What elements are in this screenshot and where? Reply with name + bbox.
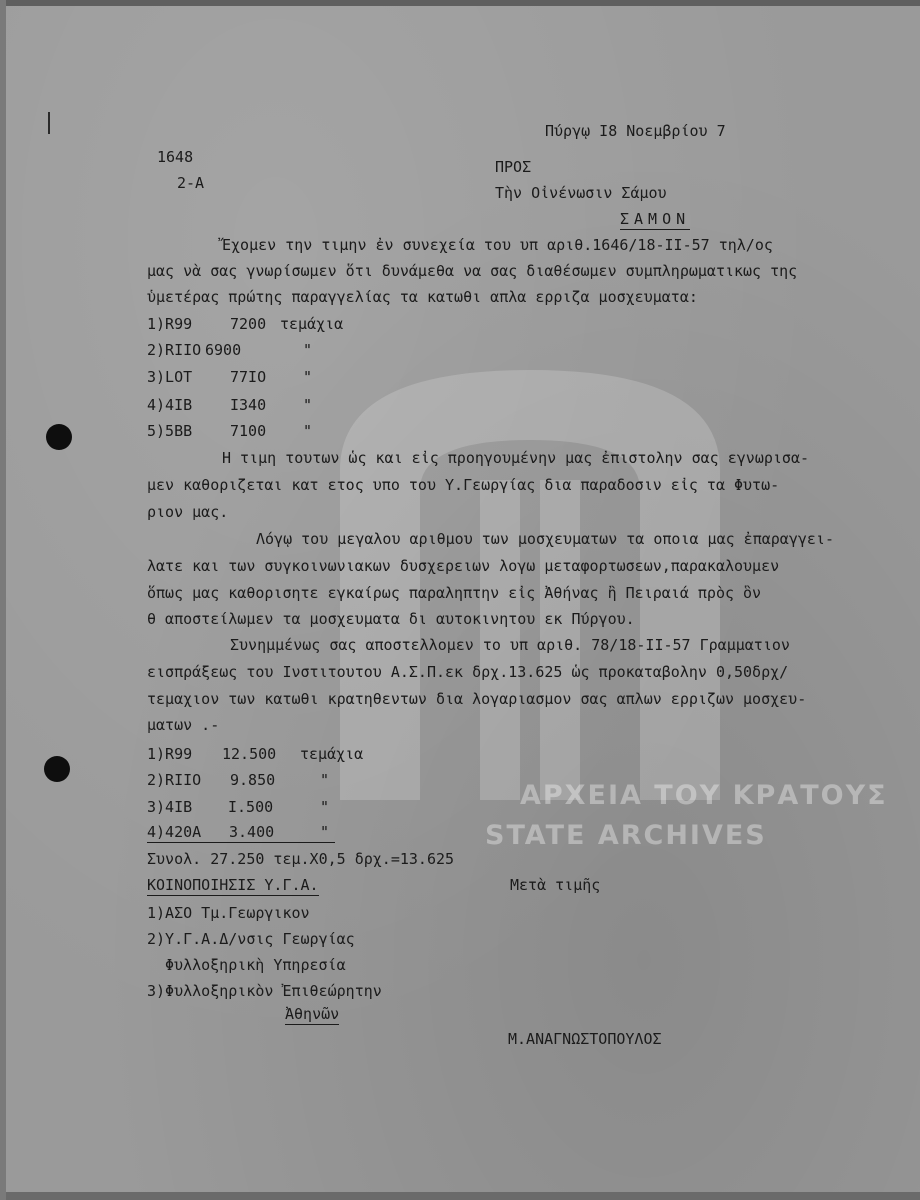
cc-title: ΚΟΙΝΟΠΟΙΗΣΙΣ Υ.Γ.Α. [147,876,319,894]
reference-number: 1648 [157,148,194,166]
list1-unit: " [303,396,313,414]
list1-unit: " [303,368,313,386]
recipient-city: ΣΑΜΟΝ [620,210,691,228]
list2-unit: τεμάχια [300,745,364,763]
para1-line: ὑμετέρας πρώτης παραγγελίας τα κατωθι απλα ερριζα μοσχευματα: [147,288,698,306]
para1-line: Ἔχομεν την τιμην ἐν συνεχεία του υπ αριθ.1646/18-ΙΙ-57 τηλ/ος [222,236,773,254]
list2-item: 1)R99 [147,745,193,763]
place-date: Πύργῳ Ι8 Νοεμβρίου 7 [545,122,726,140]
list1-item: 2)RIIO [147,341,202,359]
cc-item: 1)ΑΣΟ Τμ.Γεωργικον [147,904,310,922]
list2-unit: " [320,771,330,789]
list2-unit: " [320,798,330,816]
list1-qty: 7100 [230,422,267,440]
list1-qty: 7200 [230,315,267,333]
list1-item: 4)4IB [147,396,193,414]
to-label: ΠΡΟΣ [495,158,532,176]
para1-line: μας νὰ σας γνωρίσωμεν ὅτι δυνάμεθα να σας διαθέσωμεν συμπληρωματικως της [147,262,798,280]
scan-edge-top [0,0,920,6]
list1-qty: 6900 [205,341,242,359]
list1-unit: τεμάχια [280,315,344,333]
list2-item: 2)RIIO [147,771,202,789]
list2-qty: 3.400 [229,823,275,841]
cc-item: Φυλλοξηρικὴ Υπηρεσία [165,956,346,974]
para3-line: ὅπως μας καθορισητε εγκαίρως παραληπτην εἰς Ἀθήνας ἢ Πειραιά πρὸς ὃν [147,584,762,602]
punch-hole-icon [44,756,70,782]
watermark-text-greek: ΑΡΧΕΙΑ ΤΟΥ ΚΡΑΤΟΥΣ [520,780,888,811]
punch-hole-icon [46,424,72,450]
list2-qty: 12.500 [222,745,277,763]
list1-qty: I340 [230,396,267,414]
para2-line: Η τιμη τουτων ὡς και εἰς προηγουμένην μας ἐπιστολην σας εγνωρισα- [222,449,809,467]
list1-qty: 77IO [230,368,267,386]
list1-item: 3)LOT [147,368,193,386]
para4-line: τεμαχιον των κατωθι κρατηθεντων δια λογαριασμον σας απλων ερριζων μοσχευ- [147,690,807,708]
total-line: Συνολ. 27.250 τεμ.Χ0,5 δρχ.=13.625 [147,850,455,868]
list1-unit: " [303,422,313,440]
list2-item: 3)4IB [147,798,193,816]
recipient-name: Τὴν Οἰνένωσιν Σάμου [495,184,667,202]
reference-sub: 2-Α [177,174,205,192]
list1-unit: " [303,341,313,359]
list2-unit: " [320,823,330,841]
closing: Μετὰ τιμῆς [510,876,601,894]
list2-item: 4)420A [147,823,202,841]
cc-item: 2)Υ.Γ.Α.Δ/νσις Γεωργίας [147,930,355,948]
para4-line: ματων .- [147,716,220,734]
list1-item: 1)R99 [147,315,193,333]
para3-line: Λόγῳ του μεγαλου αριθμου των μοσχευματων τα οποια μας ἐπαραγγει- [256,530,834,548]
list2-last-row [147,823,335,843]
margin-mark [48,112,50,134]
scan-edge-bottom [0,1192,920,1200]
scan-edge-left [0,0,6,1200]
list2-qty: 9.850 [230,771,276,789]
list1-item: 5)5BB [147,422,193,440]
para2-line: μεν καθοριζεται κατ ετος υπο του Υ.Γεωργίας δια παραδοσιν εἰς τα Φυτω- [147,476,780,494]
signature-name: Μ.ΑΝΑΓΝΩΣΤΟΠΟΥΛΟΣ [508,1030,662,1048]
list2-qty: I.500 [228,798,274,816]
cc-item: Ἀθηνῶν [285,1005,340,1023]
para4-line: Συνημμένως σας αποστελλομεν το υπ αριθ. 78/18-ΙΙ-57 Γραμματιον [230,636,790,654]
cc-item: 3)Φυλλοξηρικὸν Ἐπιθεώρητην [147,982,382,1000]
para3-line: θ αποστείλωμεν τα μοσχευματα δι αυτοκινητου εκ Πύργου. [147,610,635,628]
para3-line: λατε και των συγκοινωνιακων δυσχερειων λογω μεταφορτωσεων,παρακαλουμεν [147,557,780,575]
para2-line: ριον μας. [147,503,229,521]
para4-line: εισπράξεως του Ινστιτουτου Α.Σ.Π.εκ δρχ.13.625 ὡς προκαταβολην 0,50δρχ/ [147,663,789,681]
watermark-text-english: STATE ARCHIVES [485,820,767,851]
